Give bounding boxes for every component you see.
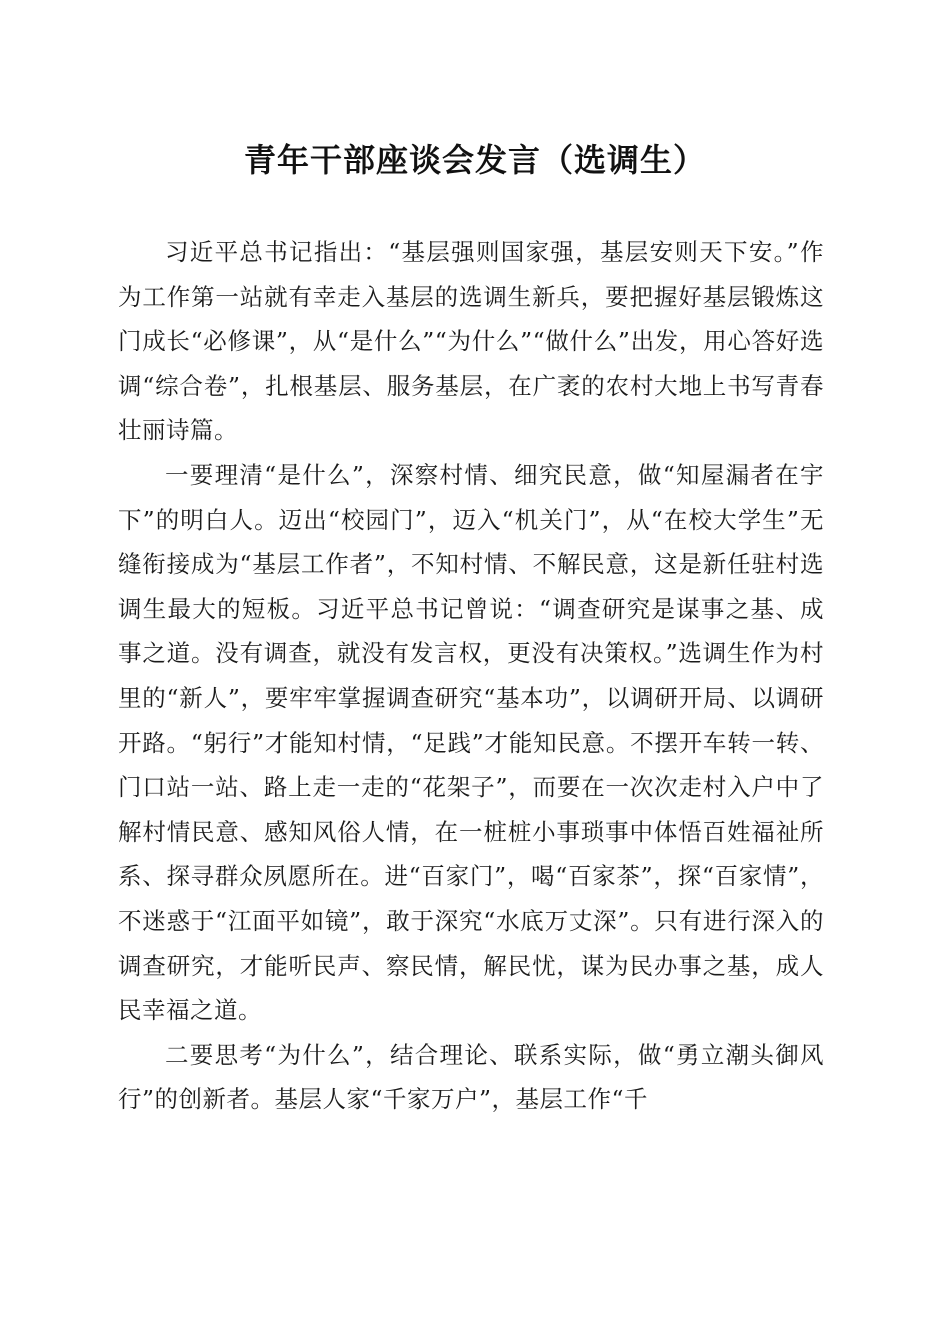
paragraph-point-two: 二要思考“为什么”，结合理论、联系实际，做“勇立潮头御风行”的创新者。基层人家“千家万户”，基层工作“千 — [118, 1040, 824, 1114]
paragraph-point-one: 一要理清“是什么”，深察村情、细究民意，做“知屋漏者在宇下”的明白人。迈出“校园门”，迈入“机关门”，从“在校大学生”无缝衔接成为“基层工作者”，不知村情、不解民意，这是新任驻村选调生最大的短板。习近平总书记曾说：“调查研究是谋事之基、成事之道。没有调查，就没有发言权，更没有决策权。”选调生作为村里的“新人”，要牢牢掌握调查研究“基本功”，以调研开局、以调研开路。“躬行”才能知村情，“足践”才能知民意。不摆开车转一转、门口站一站、路上走一走的“花架子”，而要在一次次走村入户中了解村情民意、感知风俗人情，在一桩桩小事琐事中体悟百姓福祉所系、探寻群众夙愿所在。进“百家门”，喝“百家茶”，探“百家情”，不迷惑于“江面平如镜”，敢于深究“水底万丈深”。只有进行深入的调查研究，才能听民声、察民情，解民忧，谋为民办事之基，成人民幸福之道。 — [118, 460, 824, 1025]
page-title: 青年干部座谈会发言（选调生） — [243, 141, 706, 179]
paragraph-intro: 习近平总书记指出：“基层强则国家强，基层安则天下安。”作为工作第一站就有幸走入基层的选调生新兵，要把握好基层锻炼这门成长“必修课”，从“是什么”“为什么”“做什么”出发，用心答好选调“综合卷”，扎根基层、服务基层，在广袤的农村大地上书写青春壮丽诗篇。 — [118, 238, 824, 445]
document-body — [118, 230, 824, 1122]
